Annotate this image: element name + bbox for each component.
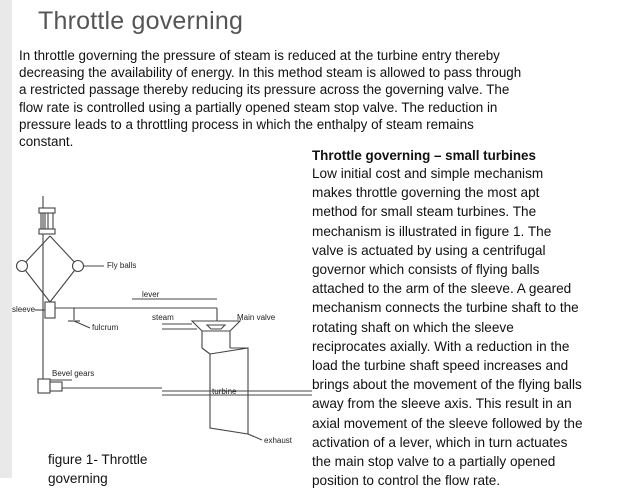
label-lever: lever bbox=[142, 290, 160, 299]
body-paragraph bbox=[312, 164, 632, 490]
body-line: the main stop valve to a partially opened bbox=[312, 454, 556, 470]
label-sleeve: sleeve bbox=[12, 305, 36, 314]
label-fly-balls: Fly balls bbox=[107, 261, 137, 270]
valve-disc bbox=[207, 325, 225, 329]
slide-left-bar bbox=[0, 0, 12, 478]
label-fulcrum: fulcrum bbox=[92, 323, 119, 332]
body-line: Low initial cost and simple mechanism bbox=[312, 166, 544, 181]
exhaust-leader bbox=[248, 434, 262, 440]
governor-arm bbox=[50, 266, 78, 302]
body-line: makes throttle governing the most apt bbox=[312, 185, 540, 201]
body-line: method for small steam turbines. The bbox=[312, 204, 537, 220]
bevel-gear bbox=[38, 379, 50, 393]
caption-line: governing bbox=[48, 471, 108, 486]
body-line: valve is actuated by using a centrifugal bbox=[312, 242, 546, 258]
body-line: load the turbine shaft speed increases and bbox=[312, 358, 569, 374]
slide-title: Throttle governing bbox=[38, 7, 244, 35]
body-line: rotating shaft on which the sleeve bbox=[312, 319, 514, 335]
intro-line: constant. bbox=[19, 134, 74, 150]
label-steam: steam bbox=[152, 313, 174, 322]
governor-arm bbox=[22, 266, 50, 302]
body-line: mechanism connects the turbine shaft to the bbox=[312, 300, 579, 316]
body-line: position to control the flow rate. bbox=[312, 473, 501, 489]
fulcrum-leader bbox=[74, 321, 90, 328]
governor-arm bbox=[22, 236, 50, 266]
intro-line: flow rate is controlled using a partially opened steam stop valve. The reduction in bbox=[19, 99, 498, 115]
label-turbine: turbine bbox=[212, 387, 237, 396]
body-line: governor which consists of flying balls bbox=[312, 262, 540, 278]
section-heading: Throttle governing – small turbines bbox=[312, 148, 536, 163]
figure-caption bbox=[48, 450, 147, 488]
caption-line: figure 1- Throttle bbox=[48, 452, 148, 467]
throttle-governing-diagram bbox=[12, 196, 308, 446]
intro-line: In throttle governing the pressure of steam is reduced at the turbine entry thereby bbox=[19, 48, 500, 63]
body-line: away from the sleeve axis. This result in an bbox=[312, 396, 572, 412]
casing-joint bbox=[202, 348, 210, 354]
label-bevel-gears: Bevel gears bbox=[52, 369, 95, 378]
spring-cap bbox=[39, 208, 55, 213]
bevel-gear bbox=[50, 382, 62, 391]
body-line: axial movement of the sleeve followed by the bbox=[312, 415, 583, 431]
sleeve bbox=[45, 302, 55, 318]
intro-line: decreasing the availability of energy. In this method steam is allowed to pass through bbox=[19, 65, 522, 81]
body-line: activation of a lever, which in turn actuates bbox=[312, 434, 568, 450]
body-line: brings about the movement of the flying balls bbox=[312, 377, 582, 393]
intro-line: a restricted passage thereby reducing its pressure across the governing valve. The bbox=[19, 82, 510, 98]
label-exhaust: exhaust bbox=[264, 436, 293, 445]
governor-arm bbox=[50, 236, 78, 266]
body-line: attached to the arm of the sleeve. A geared bbox=[312, 281, 572, 297]
label-main-valve: Main valve bbox=[237, 313, 276, 322]
fly-ball-left bbox=[17, 261, 28, 272]
body-line: reciprocates axially. With a reduction in the bbox=[312, 338, 570, 354]
fly-ball-right bbox=[73, 261, 84, 272]
spring-cap bbox=[39, 229, 55, 234]
intro-line: pressure leads to a throttling process in which the enthalpy of steam remains bbox=[19, 116, 474, 132]
body-line: mechanism is illustrated in figure 1. The bbox=[312, 223, 552, 239]
intro-paragraph bbox=[19, 47, 624, 150]
